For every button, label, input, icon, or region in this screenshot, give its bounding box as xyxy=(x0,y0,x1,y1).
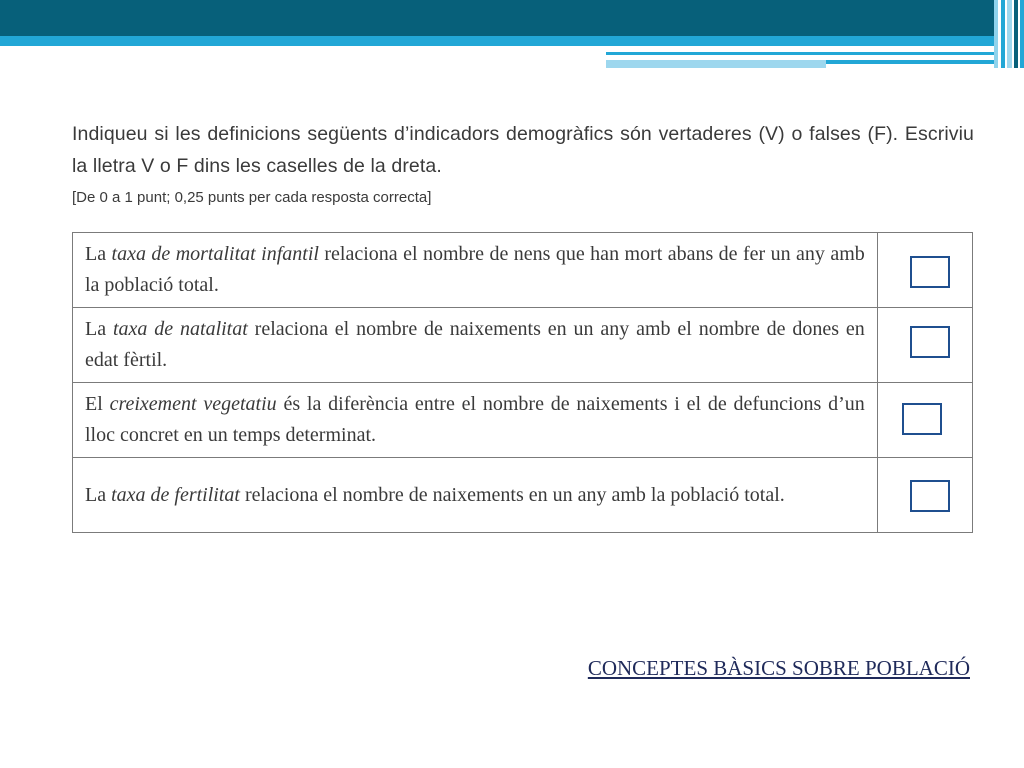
answer-box[interactable] xyxy=(902,403,942,435)
statement-prefix: El xyxy=(85,393,110,415)
answer-box[interactable] xyxy=(910,326,950,358)
header-accent-line xyxy=(606,52,1024,55)
statement-rest: relaciona el nombre de naixements en un any amb la població total. xyxy=(239,483,785,506)
statement-prefix: La xyxy=(85,243,112,265)
answer-cell xyxy=(877,308,972,383)
statement-rest: relaciona el nombre de nens que han mort abans de fer un any amb la població total. xyxy=(85,243,865,296)
statement-cell xyxy=(73,458,878,533)
statement-rest: és la diferència entre el nombre de naixements i el de defuncions d’un lloc concret en un temps determinat. xyxy=(85,393,865,446)
footer-topic-link[interactable]: CONCEPTES BÀSICS SOBRE POBLACIÓ xyxy=(587,656,970,680)
statement-prefix: La xyxy=(85,318,113,340)
table-row xyxy=(73,383,973,458)
exercise-instructions xyxy=(72,118,974,208)
header-light-band xyxy=(0,36,1024,46)
header-pale-line xyxy=(606,60,826,68)
statement-cell xyxy=(73,383,878,458)
answer-box[interactable] xyxy=(910,480,950,512)
answer-box[interactable] xyxy=(910,256,950,288)
header-thin-line xyxy=(826,56,948,58)
statement-cell xyxy=(73,233,878,308)
statement-term: taxa de fertilitat xyxy=(111,483,240,506)
answer-cell xyxy=(877,458,972,533)
header-stripes xyxy=(994,0,1024,68)
statement-term: taxa de mortalitat infantil xyxy=(111,243,319,265)
header-dark-band xyxy=(0,0,1024,36)
instruction-text: Indiqueu si les definicions següents d’indicadors demogràfics són vertaderes (V) o falses (F). Escriviu la lletra V o F dins les caselles de la dreta. xyxy=(72,123,974,177)
true-false-table xyxy=(72,232,973,533)
statement-term: creixement vegetatiu xyxy=(109,393,277,415)
statement-cell xyxy=(73,308,878,383)
answer-cell xyxy=(877,383,972,458)
table-row xyxy=(73,308,973,383)
table-row xyxy=(73,458,973,533)
statement-prefix: La xyxy=(85,483,112,506)
statement-term: taxa de natalitat xyxy=(112,318,248,340)
answer-cell xyxy=(877,233,972,308)
statement-rest: relaciona el nombre de naixements en un any amb el nombre de dones en edat fèrtil. xyxy=(85,318,865,371)
scoring-note: [De 0 a 1 punt; 0,25 punts per cada resposta correcta] xyxy=(72,189,432,206)
table-row xyxy=(73,233,973,308)
